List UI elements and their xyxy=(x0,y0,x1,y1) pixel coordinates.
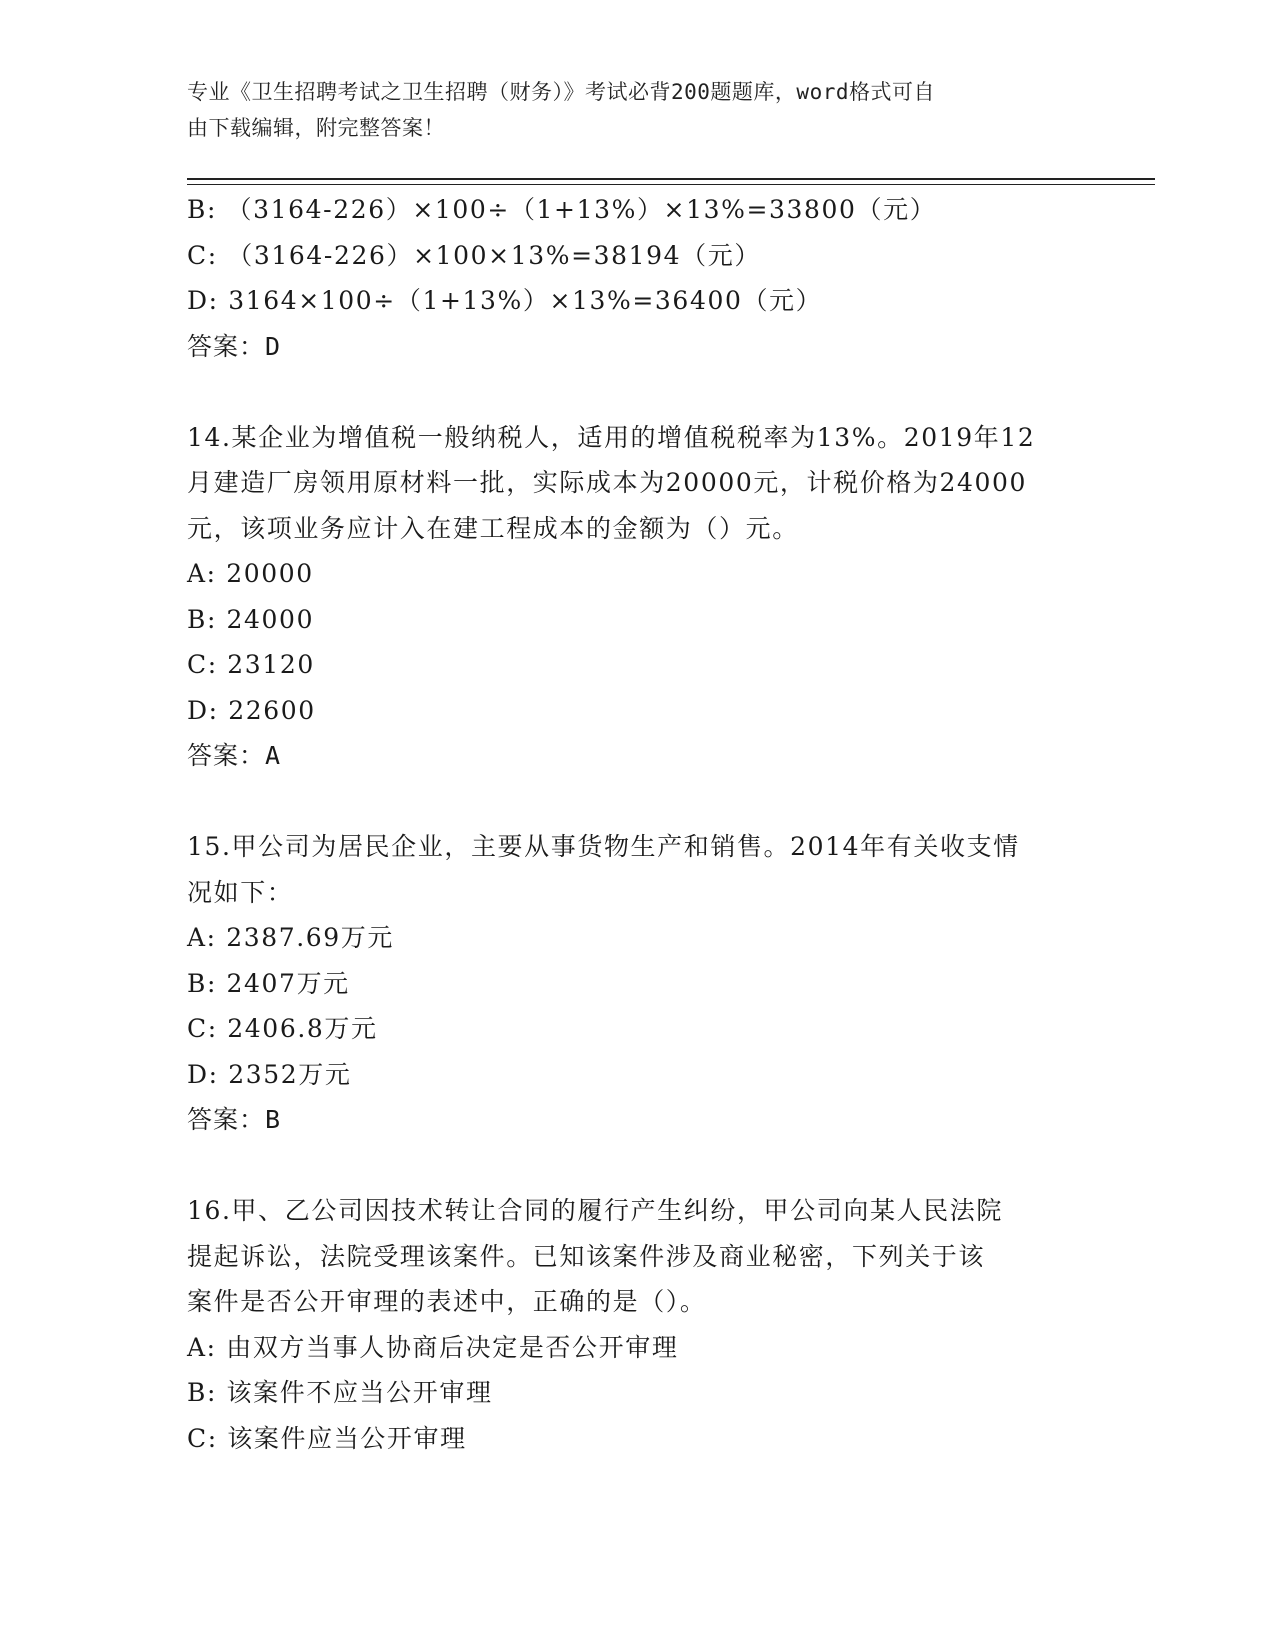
option-a: A: 由双方当事人协商后决定是否公开审理 xyxy=(187,1332,679,1362)
answer-line: 答案：B xyxy=(187,1105,282,1134)
option-b: B: 2407万元 xyxy=(187,968,350,998)
question-stem-line: 提起诉讼，法院受理该案件。已知该案件涉及商业秘密，下列关于该 xyxy=(187,1241,986,1271)
question-stem-line: 月建造厂房领用原材料一批，实际成本为20000元，计税价格为24000 xyxy=(187,468,1028,497)
question-stem-line: 况如下： xyxy=(187,877,294,907)
header-line-2: 由下载编辑，附完整答案！ xyxy=(187,116,445,140)
option-d: D: 22600 xyxy=(187,695,316,725)
option-c: C: 23120 xyxy=(187,650,315,679)
option-b: B: （3164-226）×100÷（1+13%）×13%=33800（元） xyxy=(187,195,937,224)
question-stem-line: 16.甲、乙公司因技术转让合同的履行产生纠纷，甲公司向某人民法院 xyxy=(187,1196,1003,1225)
option-a: A: 2387.69万元 xyxy=(187,923,395,952)
answer-line: 答案：D xyxy=(187,331,282,361)
option-b: B: 该案件不应当公开审理 xyxy=(187,1378,493,1407)
question-stem-line: 案件是否公开审理的表述中，正确的是（）。 xyxy=(187,1287,707,1316)
question-stem-line: 14.某企业为增值税一般纳税人，适用的增值税税率为13%。2019年12 xyxy=(187,422,1036,452)
question-spacer xyxy=(187,1143,1087,1189)
option-b: B: 24000 xyxy=(187,604,315,634)
question-14 xyxy=(187,415,1087,779)
question-spacer xyxy=(187,779,1087,825)
question-spacer xyxy=(187,369,1087,415)
question-list xyxy=(187,187,1087,1461)
question-15 xyxy=(187,824,1087,1143)
option-c: C: （3164-226）×100×13%=38194（元） xyxy=(187,240,761,270)
option-d: D: 2352万元 xyxy=(187,1059,352,1089)
question-stem-line: 15.甲公司为居民企业，主要从事货物生产和销售。2014年有关收支情 xyxy=(187,832,1020,861)
page-header xyxy=(187,74,1067,146)
option-d: D: 3164×100÷（1+13%）×13%=36400（元） xyxy=(187,286,823,315)
option-a: A: 20000 xyxy=(187,559,314,588)
option-c: C: 该案件应当公开审理 xyxy=(187,1423,467,1453)
question-13 xyxy=(187,187,1087,369)
answer-line: 答案：A xyxy=(187,741,282,770)
header-line-1: 专业《卫生招聘考试之卫生招聘（财务）》考试必背200题题库，word格式可自 xyxy=(187,80,935,104)
question-16 xyxy=(187,1188,1087,1461)
option-c: C: 2406.8万元 xyxy=(187,1014,378,1043)
question-stem-line: 元，该项业务应计入在建工程成本的金额为（）元。 xyxy=(187,513,799,543)
header-divider-thin xyxy=(187,184,1155,185)
header-divider-thick xyxy=(187,178,1155,180)
